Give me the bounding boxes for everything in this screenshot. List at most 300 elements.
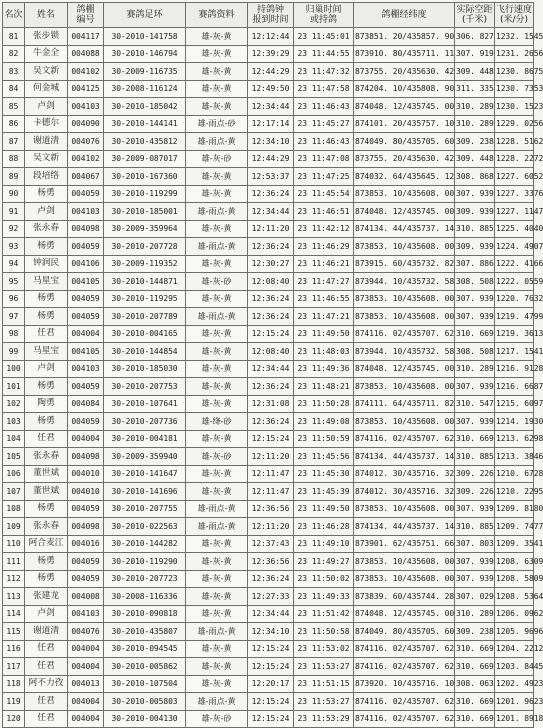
cell-info: 雄-雨点-黄 (186, 238, 248, 256)
table-row (3, 308, 534, 326)
cell-distance: 310. 669 (455, 430, 495, 448)
cell-loft-no: 004059 (68, 553, 104, 571)
cell-info: 雄-灰-黄 (186, 255, 248, 273)
cell-name: 马星宝 (25, 273, 68, 291)
cell-loft-no: 004076 (68, 133, 104, 151)
cell-clock-time: 12:36:24 (248, 570, 294, 588)
cell-return-time: 23 11:46:28 (294, 518, 354, 536)
cell-ring: 30-2010-119299 (104, 185, 186, 203)
cell-name: 杨勇 (25, 570, 68, 588)
cell-ring: 30-2010-107641 (104, 395, 186, 413)
cell-return-time: 23 11:46:51 (294, 203, 354, 221)
cell-loft-no: 004059 (68, 238, 104, 256)
header-return-time (294, 3, 354, 28)
cell-info: 雄-绛-砂 (186, 413, 248, 431)
cell-speed: 1215. 6097 (495, 395, 534, 413)
cell-return-time: 23 11:49:08 (294, 413, 354, 431)
table-row (3, 290, 534, 308)
cell-loft-no: 004098 (68, 448, 104, 466)
cell-distance: 310. 669 (455, 658, 495, 676)
cell-loft-no: 004004 (68, 658, 104, 676)
table-row (3, 535, 534, 553)
cell-speed: 1210. 6728 (495, 465, 534, 483)
cell-info: 雄-灰-黄 (186, 80, 248, 98)
cell-info: 雄-灰-黄 (186, 570, 248, 588)
cell-distance: 307. 029 (455, 588, 495, 606)
cell-info: 雄-灰-黄 (186, 553, 248, 571)
cell-loft-no: 004016 (68, 535, 104, 553)
cell-ring: 30-2010-141758 (104, 28, 186, 46)
table-row (3, 430, 534, 448)
cell-speed: 1209. 3541 (495, 535, 534, 553)
cell-speed: 1202. 4923 (495, 675, 534, 693)
table-row (3, 255, 534, 273)
cell-speed: 1203. 8445 (495, 658, 534, 676)
cell-distance: 309. 238 (455, 623, 495, 641)
cell-clock-time: 12:08:40 (248, 343, 294, 361)
cell-distance: 310. 289 (455, 605, 495, 623)
cell-rank: 84 (3, 80, 25, 98)
cell-ring: 30-2010-144282 (104, 535, 186, 553)
cell-loft-no: 004059 (68, 378, 104, 396)
cell-speed: 1227. 6052 (495, 168, 534, 186)
cell-name: 谢道清 (25, 133, 68, 151)
cell-coords: 873853. 10/435608. 00 (354, 290, 455, 308)
cell-name: 阿不力孜 (25, 675, 68, 693)
cell-name: 谢道清 (25, 623, 68, 641)
cell-name: 陶勇 (25, 395, 68, 413)
table-row (3, 693, 534, 711)
cell-rank: 81 (3, 28, 25, 46)
cell-ring: 30-2010-144871 (104, 273, 186, 291)
cell-info: 雄-灰-黄 (186, 588, 248, 606)
cell-speed: 1230. 8675 (495, 63, 534, 81)
cell-speed: 1219. 3613 (495, 325, 534, 343)
cell-coords: 873853. 10/435608. 00 (354, 413, 455, 431)
cell-loft-no: 004004 (68, 693, 104, 711)
cell-info: 雄-灰-黄 (186, 98, 248, 116)
cell-speed: 1219. 4799 (495, 308, 534, 326)
table-row (3, 483, 534, 501)
cell-clock-time: 12:36:24 (248, 290, 294, 308)
cell-ring: 30-2010-119290 (104, 553, 186, 571)
cell-speed: 1205. 9696 (495, 623, 534, 641)
table-row (3, 63, 534, 81)
cell-return-time: 23 11:48:21 (294, 378, 354, 396)
cell-return-time: 23 11:49:50 (294, 325, 354, 343)
table-row (3, 588, 534, 606)
cell-loft-no: 004103 (68, 605, 104, 623)
cell-loft-no: 004098 (68, 220, 104, 238)
cell-return-time: 23 11:45:39 (294, 483, 354, 501)
cell-loft-no: 004059 (68, 413, 104, 431)
cell-distance: 309. 448 (455, 63, 495, 81)
cell-clock-time: 12:15:24 (248, 640, 294, 658)
cell-ring: 30-2009-119352 (104, 255, 186, 273)
header-row (3, 3, 534, 28)
cell-return-time: 23 11:46:21 (294, 255, 354, 273)
header-return-time-line2: 或持鸽 (309, 15, 337, 25)
header-return-time-line1: 归巢时间 (305, 5, 342, 15)
cell-name: 何金城 (25, 80, 68, 98)
cell-loft-no: 004059 (68, 290, 104, 308)
cell-coords: 874032. 64/435645. 12 (354, 168, 455, 186)
header-speed-line2: (米/分) (499, 15, 529, 25)
cell-ring: 30-2010-004181 (104, 430, 186, 448)
cell-rank: 96 (3, 290, 25, 308)
cell-name: 张永春 (25, 220, 68, 238)
cell-loft-no: 004102 (68, 63, 104, 81)
cell-distance: 307. 939 (455, 290, 495, 308)
cell-coords: 873853. 10/435608. 00 (354, 378, 455, 396)
cell-distance: 310. 885 (455, 448, 495, 466)
cell-name: 任君 (25, 658, 68, 676)
cell-clock-time: 12:11:20 (248, 448, 294, 466)
cell-info: 雄-灰-黄 (186, 325, 248, 343)
cell-rank: 91 (3, 203, 25, 221)
cell-clock-time: 12:31:08 (248, 395, 294, 413)
table-row (3, 448, 534, 466)
cell-return-time: 23 11:51:15 (294, 675, 354, 693)
cell-ring: 30-2010-207789 (104, 308, 186, 326)
cell-clock-time: 12:36:24 (248, 185, 294, 203)
cell-ring: 30-2008-116336 (104, 588, 186, 606)
header-speed (495, 3, 534, 28)
table-row (3, 273, 534, 291)
cell-return-time: 23 11:49:36 (294, 360, 354, 378)
cell-name: 卡德尔 (25, 115, 68, 133)
cell-speed: 1216. 6687 (495, 378, 534, 396)
cell-rank: 92 (3, 220, 25, 238)
cell-loft-no: 004004 (68, 430, 104, 448)
cell-info: 雄-灰-黄 (186, 535, 248, 553)
cell-loft-no: 004004 (68, 710, 104, 728)
cell-distance: 307. 939 (455, 553, 495, 571)
cell-speed: 1217. 1541 (495, 343, 534, 361)
cell-rank: 89 (3, 168, 25, 186)
cell-rank: 101 (3, 378, 25, 396)
cell-name: 张步锁 (25, 28, 68, 46)
cell-clock-time: 12:49:50 (248, 80, 294, 98)
cell-distance: 307. 919 (455, 45, 495, 63)
cell-name: 钟润民 (25, 255, 68, 273)
cell-rank: 88 (3, 150, 25, 168)
cell-info: 雄-灰-黄 (186, 168, 248, 186)
cell-coords: 874116. 02/435707. 62 (354, 693, 455, 711)
cell-coords: 873755. 20/435630. 42 (354, 63, 455, 81)
cell-speed: 1228. 5162 (495, 133, 534, 151)
cell-ring: 30-2009-359940 (104, 448, 186, 466)
cell-loft-no: 004059 (68, 185, 104, 203)
cell-speed: 1208. 5364 (495, 588, 534, 606)
cell-speed: 1206. 0962 (495, 605, 534, 623)
table-row (3, 28, 534, 46)
cell-name: 张建龙 (25, 588, 68, 606)
cell-name: 任君 (25, 693, 68, 711)
cell-rank: 102 (3, 395, 25, 413)
cell-rank: 99 (3, 343, 25, 361)
cell-distance: 310. 669 (455, 640, 495, 658)
cell-loft-no: 004059 (68, 500, 104, 518)
cell-name: 杨勇 (25, 308, 68, 326)
cell-rank: 103 (3, 413, 25, 431)
cell-clock-time: 12:37:43 (248, 535, 294, 553)
cell-clock-time: 12:53:37 (248, 168, 294, 186)
table-row (3, 325, 534, 343)
cell-return-time: 23 11:46:29 (294, 238, 354, 256)
cell-rank: 111 (3, 553, 25, 571)
cell-ring: 30-2010-167360 (104, 168, 186, 186)
cell-loft-no: 004103 (68, 203, 104, 221)
cell-speed: 1227. 3376 (495, 185, 534, 203)
cell-clock-time: 12:30:27 (248, 255, 294, 273)
cell-clock-time: 12:34:44 (248, 98, 294, 116)
cell-ring: 30-2010-185042 (104, 98, 186, 116)
cell-coords: 874116. 02/435707. 62 (354, 658, 455, 676)
cell-ring: 30-2010-090818 (104, 605, 186, 623)
cell-distance: 310. 289 (455, 115, 495, 133)
cell-distance: 310. 547 (455, 395, 495, 413)
cell-coords: 874048. 12/435745. 00 (354, 203, 455, 221)
cell-coords: 874048. 12/435745. 00 (354, 360, 455, 378)
table-row (3, 675, 534, 693)
cell-ring: 30-2010-004130 (104, 710, 186, 728)
cell-name: 杨勇 (25, 413, 68, 431)
cell-ring: 30-2010-144141 (104, 115, 186, 133)
cell-name: 卢剑 (25, 203, 68, 221)
cell-name: 阿合麦江 (25, 535, 68, 553)
cell-name: 牛金全 (25, 45, 68, 63)
cell-loft-no: 004098 (68, 518, 104, 536)
cell-name: 卢剑 (25, 605, 68, 623)
cell-ring: 30-2010-141647 (104, 465, 186, 483)
table-row (3, 185, 534, 203)
cell-return-time: 23 11:46:43 (294, 133, 354, 151)
cell-rank: 120 (3, 710, 25, 728)
cell-speed: 1228. 2272 (495, 150, 534, 168)
cell-coords: 874134. 44/435737. 14 (354, 220, 455, 238)
cell-ring: 30-2010-185001 (104, 203, 186, 221)
cell-distance: 310. 669 (455, 325, 495, 343)
cell-name: 张永春 (25, 518, 68, 536)
cell-ring: 30-2010-435807 (104, 623, 186, 641)
results-table (2, 2, 543, 728)
cell-rank: 82 (3, 45, 25, 63)
cell-return-time: 23 11:50:02 (294, 570, 354, 588)
cell-distance: 307. 939 (455, 378, 495, 396)
cell-return-time: 23 11:42:12 (294, 220, 354, 238)
cell-return-time: 23 11:45:01 (294, 28, 354, 46)
cell-distance: 308. 868 (455, 168, 495, 186)
cell-rank: 112 (3, 570, 25, 588)
cell-loft-no: 004004 (68, 640, 104, 658)
cell-name: 董世斌 (25, 465, 68, 483)
cell-loft-no: 004010 (68, 483, 104, 501)
cell-return-time: 23 11:45:54 (294, 185, 354, 203)
cell-rank: 87 (3, 133, 25, 151)
cell-info: 雄-雨点-砂 (186, 115, 248, 133)
cell-loft-no: 004103 (68, 360, 104, 378)
cell-info: 雄-灰-黄 (186, 28, 248, 46)
cell-distance: 310. 885 (455, 220, 495, 238)
table-row (3, 80, 534, 98)
table-row (3, 640, 534, 658)
cell-rank: 109 (3, 518, 25, 536)
cell-rank: 86 (3, 115, 25, 133)
cell-clock-time: 12:39:29 (248, 45, 294, 63)
cell-coords: 874116. 02/435707. 62 (354, 710, 455, 728)
cell-rank: 93 (3, 238, 25, 256)
cell-info: 雄-灰-砂 (186, 150, 248, 168)
cell-name: 任君 (25, 325, 68, 343)
cell-name: 杨勇 (25, 290, 68, 308)
header-clock-time-line2: 报到时间 (252, 15, 289, 25)
cell-rank: 104 (3, 430, 25, 448)
cell-clock-time: 12:36:24 (248, 378, 294, 396)
table-row (3, 45, 534, 63)
cell-return-time: 23 11:46:55 (294, 290, 354, 308)
cell-coords: 874049. 80/435705. 60 (354, 623, 455, 641)
cell-loft-no: 004088 (68, 45, 104, 63)
cell-clock-time: 12:34:44 (248, 360, 294, 378)
cell-speed: 1208. 6309 (495, 553, 534, 571)
cell-distance: 307. 803 (455, 535, 495, 553)
cell-coords: 874111. 64/435711. 82 (354, 395, 455, 413)
cell-rank: 118 (3, 675, 25, 693)
table-row (3, 553, 534, 571)
header-speed-line1: 飞行速度 (496, 5, 533, 15)
cell-loft-no: 004103 (68, 98, 104, 116)
cell-name: 卢剑 (25, 98, 68, 116)
cell-distance: 309. 448 (455, 150, 495, 168)
cell-coords: 874049. 80/435705. 60 (354, 133, 455, 151)
cell-return-time: 23 11:53:27 (294, 693, 354, 711)
table-row (3, 203, 534, 221)
table-row (3, 465, 534, 483)
cell-speed: 1210. 2295 (495, 483, 534, 501)
cell-info: 雄-灰-黄 (186, 605, 248, 623)
cell-return-time: 23 11:53:02 (294, 640, 354, 658)
cell-ring: 30-2010-435812 (104, 133, 186, 151)
cell-speed: 1230. 7353 (495, 80, 534, 98)
cell-speed: 1220. 7632 (495, 290, 534, 308)
cell-return-time: 23 11:53:27 (294, 658, 354, 676)
cell-clock-time: 12:36:24 (248, 308, 294, 326)
cell-info: 雄-灰-黄 (186, 675, 248, 693)
cell-loft-no: 004013 (68, 675, 104, 693)
cell-distance: 309. 226 (455, 483, 495, 501)
table-row (3, 238, 534, 256)
cell-distance: 309. 939 (455, 203, 495, 221)
cell-rank: 90 (3, 185, 25, 203)
table-row (3, 98, 534, 116)
cell-name: 任君 (25, 640, 68, 658)
cell-speed: 1204. 2212 (495, 640, 534, 658)
cell-info: 雄-灰-黄 (186, 658, 248, 676)
cell-return-time: 23 11:49:33 (294, 588, 354, 606)
cell-loft-no: 004106 (68, 255, 104, 273)
cell-coords: 873901. 62/435751. 66 (354, 535, 455, 553)
cell-info: 雄-灰-黄 (186, 378, 248, 396)
cell-ring: 30-2010-004165 (104, 325, 186, 343)
cell-distance: 309. 226 (455, 465, 495, 483)
table-body (3, 28, 543, 728)
cell-return-time: 23 11:45:27 (294, 115, 354, 133)
cell-rank: 119 (3, 693, 25, 711)
table-row (3, 220, 534, 238)
cell-speed: 1216. 9128 (495, 360, 534, 378)
cell-clock-time: 12:11:20 (248, 518, 294, 536)
cell-coords: 874101. 20/435757. 10 (354, 115, 455, 133)
cell-return-time: 23 11:49:10 (294, 535, 354, 553)
cell-return-time: 23 11:47:25 (294, 168, 354, 186)
cell-coords: 874134. 44/435737. 14 (354, 518, 455, 536)
cell-ring: 30-2010-207728 (104, 238, 186, 256)
cell-return-time: 23 11:47:08 (294, 150, 354, 168)
header-clock-time (248, 3, 294, 28)
cell-clock-time: 12:44:29 (248, 150, 294, 168)
cell-return-time: 23 11:53:29 (294, 710, 354, 728)
cell-coords: 873910. 80/435711. 11 (354, 45, 455, 63)
table-row (3, 343, 534, 361)
cell-info: 雄-灰-砂 (186, 710, 248, 728)
cell-coords: 873839. 60/435744. 28 (354, 588, 455, 606)
cell-distance: 308. 508 (455, 273, 495, 291)
cell-name: 吴文新 (25, 63, 68, 81)
cell-loft-no: 004008 (68, 588, 104, 606)
cell-speed: 1222. 4166 (495, 255, 534, 273)
cell-ring: 30-2010-119295 (104, 290, 186, 308)
cell-return-time: 23 11:49:27 (294, 553, 354, 571)
cell-speed: 1201. 8918 (495, 710, 534, 728)
cell-distance: 307. 939 (455, 570, 495, 588)
cell-info: 雄-灰-黄 (186, 185, 248, 203)
cell-clock-time: 12:36:24 (248, 238, 294, 256)
cell-distance: 307. 939 (455, 185, 495, 203)
cell-rank: 108 (3, 500, 25, 518)
cell-return-time: 23 11:46:43 (294, 98, 354, 116)
cell-loft-no: 004117 (68, 28, 104, 46)
cell-coords: 873853. 10/435608. 00 (354, 185, 455, 203)
cell-coords: 874134. 44/435737. 14 (354, 448, 455, 466)
cell-ring: 30-2009-116735 (104, 63, 186, 81)
cell-info: 雄-灰-黄 (186, 63, 248, 81)
cell-speed: 1208. 5809 (495, 570, 534, 588)
cell-return-time: 23 11:47:21 (294, 308, 354, 326)
table-row (3, 150, 534, 168)
cell-distance: 310. 669 (455, 710, 495, 728)
cell-rank: 113 (3, 588, 25, 606)
cell-coords: 874116. 02/435707. 62 (354, 430, 455, 448)
cell-clock-time: 12:12:44 (248, 28, 294, 46)
cell-info: 雄-雨点-黄 (186, 133, 248, 151)
cell-rank: 115 (3, 623, 25, 641)
header-coords: 鸽棚经纬度 (354, 3, 455, 28)
cell-return-time: 23 11:50:58 (294, 623, 354, 641)
cell-info: 雄-灰-黄 (186, 395, 248, 413)
cell-speed: 1227. 1147 (495, 203, 534, 221)
cell-rank: 94 (3, 255, 25, 273)
cell-speed: 1209. 8180 (495, 500, 534, 518)
cell-return-time: 23 11:49:50 (294, 500, 354, 518)
cell-loft-no: 004010 (68, 465, 104, 483)
cell-ring: 30-2010-141696 (104, 483, 186, 501)
cell-info: 雄-雨点-黄 (186, 693, 248, 711)
cell-speed: 1225. 4040 (495, 220, 534, 238)
header-name: 姓名 (25, 3, 68, 28)
cell-clock-time: 12:34:10 (248, 623, 294, 641)
header-distance (455, 3, 495, 28)
